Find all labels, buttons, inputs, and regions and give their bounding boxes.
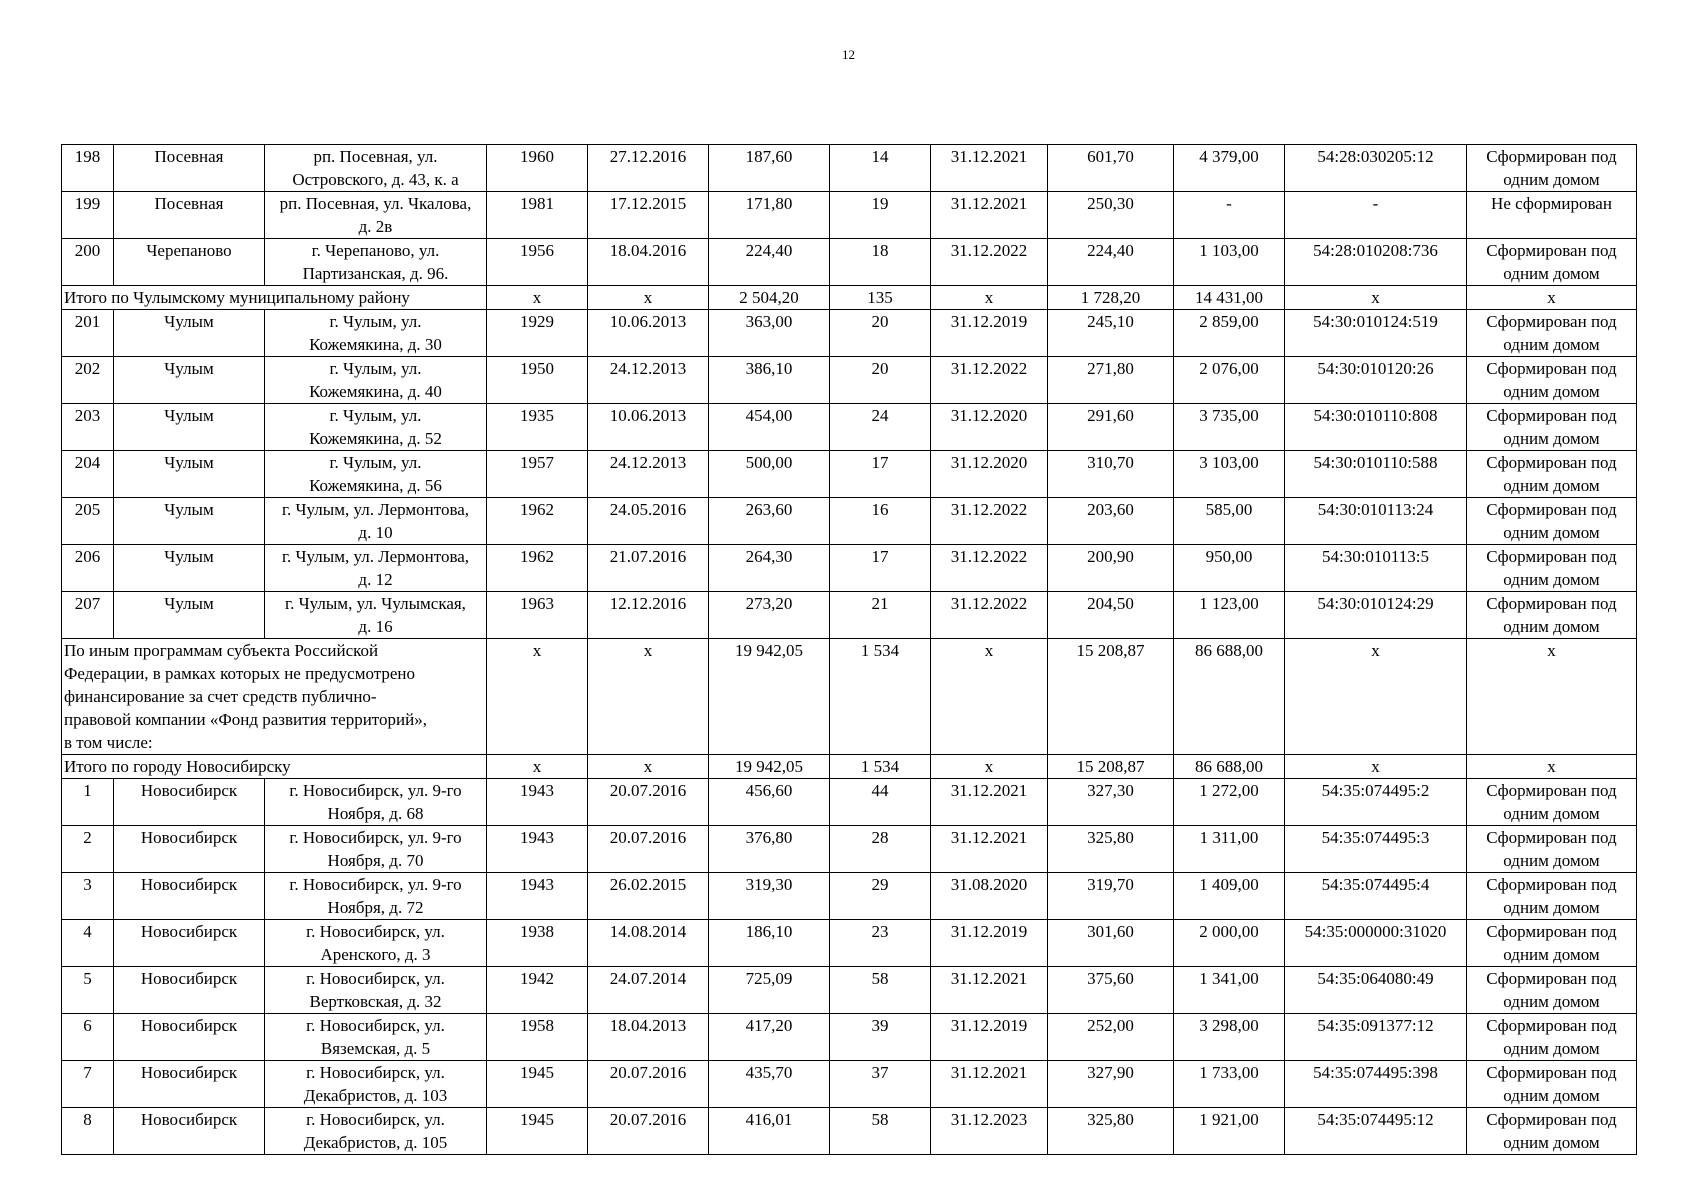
- cell-area: 19 942,05: [709, 639, 830, 755]
- cell-no: 3: [62, 873, 114, 920]
- cell-area: 363,00: [709, 310, 830, 357]
- cell-people: 18: [830, 239, 931, 286]
- table-row: [62, 967, 1637, 1014]
- cell-cadastre: 54:28:030205:12: [1285, 145, 1467, 192]
- cell-date: х: [588, 639, 709, 755]
- cell-city: Новосибирск: [114, 1061, 265, 1108]
- cell-status: х: [1467, 639, 1637, 755]
- cell-people: 29: [830, 873, 931, 920]
- cell-land: 585,00: [1174, 498, 1285, 545]
- cell-address: г. Новосибирск, ул. Аренского, д. 3: [265, 920, 487, 967]
- cell-area: 264,30: [709, 545, 830, 592]
- cell-area: 386,10: [709, 357, 830, 404]
- cell-land: 950,00: [1174, 545, 1285, 592]
- cell-status: Сформирован под одним домом: [1467, 498, 1637, 545]
- cell-cadastre: 54:35:000000:31020: [1285, 920, 1467, 967]
- cell-area: 376,80: [709, 826, 830, 873]
- cell-date: 21.07.2016: [588, 545, 709, 592]
- cell-cadastre: 54:30:010113:24: [1285, 498, 1467, 545]
- cell-area: 500,00: [709, 451, 830, 498]
- cell-year: 1942: [487, 967, 588, 1014]
- cell-plan: 31.12.2022: [931, 357, 1048, 404]
- cell-plan: 31.12.2022: [931, 239, 1048, 286]
- cell-date: 17.12.2015: [588, 192, 709, 239]
- cell-area2: 271,80: [1048, 357, 1174, 404]
- cell-no: 8: [62, 1108, 114, 1155]
- cell-cadastre: 54:28:010208:736: [1285, 239, 1467, 286]
- cell-plan: 31.12.2022: [931, 498, 1048, 545]
- cell-people: 20: [830, 357, 931, 404]
- cell-status: Сформирован под одним домом: [1467, 1108, 1637, 1155]
- cell-cadastre: 54:30:010124:29: [1285, 592, 1467, 639]
- cell-plan: 31.12.2022: [931, 592, 1048, 639]
- cell-area: 2 504,20: [709, 286, 830, 310]
- cell-address: г. Новосибирск, ул. Декабристов, д. 105: [265, 1108, 487, 1155]
- cell-people: 19: [830, 192, 931, 239]
- cell-city: Новосибирск: [114, 1108, 265, 1155]
- cell-no: 5: [62, 967, 114, 1014]
- cell-area2: 15 208,87: [1048, 755, 1174, 779]
- cell-year: 1981: [487, 192, 588, 239]
- cell-date: 12.12.2016: [588, 592, 709, 639]
- cell-no: 1: [62, 779, 114, 826]
- cell-date: 24.07.2014: [588, 967, 709, 1014]
- cell-date: 20.07.2016: [588, 1108, 709, 1155]
- cell-area: 456,60: [709, 779, 830, 826]
- cell-area2: 327,90: [1048, 1061, 1174, 1108]
- table-row: [62, 779, 1637, 826]
- cell-people: 20: [830, 310, 931, 357]
- cell-people: 14: [830, 145, 931, 192]
- cell-cadastre: 54:30:010110:808: [1285, 404, 1467, 451]
- cell-address: г. Чулым, ул. Лермонтова, д. 12: [265, 545, 487, 592]
- cell-year: 1962: [487, 545, 588, 592]
- cell-people: 135: [830, 286, 931, 310]
- cell-land: 4 379,00: [1174, 145, 1285, 192]
- cell-status: Сформирован под одним домом: [1467, 779, 1637, 826]
- cell-address: г. Новосибирск, ул. Декабристов, д. 103: [265, 1061, 487, 1108]
- table-row: [62, 404, 1637, 451]
- cell-year: 1962: [487, 498, 588, 545]
- cell-address: рп. Посевная, ул. Островского, д. 43, к. а: [265, 145, 487, 192]
- cell-area2: 601,70: [1048, 145, 1174, 192]
- table-row: [62, 873, 1637, 920]
- total-label: Итого по Чулымскому муниципальному району: [62, 286, 487, 310]
- table-row: [62, 451, 1637, 498]
- cell-date: 20.07.2016: [588, 1061, 709, 1108]
- cell-land: 14 431,00: [1174, 286, 1285, 310]
- cell-land: 1 103,00: [1174, 239, 1285, 286]
- cell-people: 16: [830, 498, 931, 545]
- cell-date: 24.05.2016: [588, 498, 709, 545]
- cell-address: г. Чулым, ул. Кожемякина, д. 56: [265, 451, 487, 498]
- cell-land: 3 735,00: [1174, 404, 1285, 451]
- cell-area2: 224,40: [1048, 239, 1174, 286]
- cell-area: 725,09: [709, 967, 830, 1014]
- cell-date: 20.07.2016: [588, 826, 709, 873]
- cell-no: 198: [62, 145, 114, 192]
- cell-plan: х: [931, 639, 1048, 755]
- table-row: [62, 592, 1637, 639]
- cell-status: х: [1467, 755, 1637, 779]
- total-label: Итого по городу Новосибирску: [62, 755, 487, 779]
- cell-area2: 203,60: [1048, 498, 1174, 545]
- cell-year: х: [487, 639, 588, 755]
- cell-area2: 375,60: [1048, 967, 1174, 1014]
- cell-land: 1 311,00: [1174, 826, 1285, 873]
- cell-date: 10.06.2013: [588, 404, 709, 451]
- table-row: [62, 239, 1637, 286]
- cell-land: 86 688,00: [1174, 639, 1285, 755]
- cell-people: 17: [830, 451, 931, 498]
- cell-land: 2 859,00: [1174, 310, 1285, 357]
- cell-area2: 200,90: [1048, 545, 1174, 592]
- cell-year: х: [487, 755, 588, 779]
- cell-no: 200: [62, 239, 114, 286]
- cell-area2: 325,80: [1048, 826, 1174, 873]
- cell-city: Новосибирск: [114, 967, 265, 1014]
- cell-land: 1 341,00: [1174, 967, 1285, 1014]
- cell-land: 1 123,00: [1174, 592, 1285, 639]
- table-row: [62, 545, 1637, 592]
- cell-plan: 31.08.2020: [931, 873, 1048, 920]
- cell-year: 1945: [487, 1061, 588, 1108]
- cell-no: 204: [62, 451, 114, 498]
- cell-city: Новосибирск: [114, 826, 265, 873]
- cell-city: Чулым: [114, 498, 265, 545]
- cell-city: Новосибирск: [114, 1014, 265, 1061]
- cell-area2: 310,70: [1048, 451, 1174, 498]
- cell-cadastre: 54:35:091377:12: [1285, 1014, 1467, 1061]
- cell-area2: 325,80: [1048, 1108, 1174, 1155]
- cell-year: 1956: [487, 239, 588, 286]
- cell-no: 201: [62, 310, 114, 357]
- cell-area2: 15 208,87: [1048, 639, 1174, 755]
- cell-no: 4: [62, 920, 114, 967]
- cell-year: 1945: [487, 1108, 588, 1155]
- cell-date: х: [588, 755, 709, 779]
- cell-date: 26.02.2015: [588, 873, 709, 920]
- cell-cadastre: 54:35:074495:3: [1285, 826, 1467, 873]
- cell-people: 1 534: [830, 755, 931, 779]
- cell-city: Чулым: [114, 545, 265, 592]
- cell-area: 263,60: [709, 498, 830, 545]
- cell-year: 1957: [487, 451, 588, 498]
- cell-city: Чулым: [114, 592, 265, 639]
- cell-land: 86 688,00: [1174, 755, 1285, 779]
- cell-people: 58: [830, 967, 931, 1014]
- cell-land: 3 298,00: [1174, 1014, 1285, 1061]
- cell-address: рп. Посевная, ул. Чкалова, д. 2в: [265, 192, 487, 239]
- cell-cadastre: 54:35:064080:49: [1285, 967, 1467, 1014]
- cell-plan: х: [931, 755, 1048, 779]
- cell-status: Сформирован под одним домом: [1467, 826, 1637, 873]
- cell-area2: 250,30: [1048, 192, 1174, 239]
- cell-status: Не сформирован: [1467, 192, 1637, 239]
- cell-land: 1 733,00: [1174, 1061, 1285, 1108]
- cell-address: г. Новосибирск, ул. 9-го Ноября, д. 72: [265, 873, 487, 920]
- cell-area: 416,01: [709, 1108, 830, 1155]
- cell-address: г. Чулым, ул. Кожемякина, д. 52: [265, 404, 487, 451]
- cell-cadastre: х: [1285, 639, 1467, 755]
- cell-plan: 31.12.2021: [931, 192, 1048, 239]
- cell-city: Чулым: [114, 357, 265, 404]
- table-row: [62, 920, 1637, 967]
- cell-cadastre: -: [1285, 192, 1467, 239]
- cell-address: г. Новосибирск, ул. 9-го Ноября, д. 70: [265, 826, 487, 873]
- cell-land: 3 103,00: [1174, 451, 1285, 498]
- cell-land: 1 921,00: [1174, 1108, 1285, 1155]
- cell-city: Черепаново: [114, 239, 265, 286]
- cell-area: 417,20: [709, 1014, 830, 1061]
- cell-cadastre: 54:35:074495:12: [1285, 1108, 1467, 1155]
- cell-status: Сформирован под одним домом: [1467, 145, 1637, 192]
- cell-cadastre: 54:30:010120:26: [1285, 357, 1467, 404]
- cell-people: 58: [830, 1108, 931, 1155]
- cell-people: 23: [830, 920, 931, 967]
- housing-table: [61, 144, 1637, 1155]
- cell-address: г. Чулым, ул. Чулымская, д. 16: [265, 592, 487, 639]
- cell-date: 18.04.2016: [588, 239, 709, 286]
- cell-city: Посевная: [114, 145, 265, 192]
- cell-area2: 252,00: [1048, 1014, 1174, 1061]
- cell-address: г. Новосибирск, ул. 9-го Ноября, д. 68: [265, 779, 487, 826]
- cell-year: 1943: [487, 873, 588, 920]
- cell-area: 171,80: [709, 192, 830, 239]
- table-row: [62, 310, 1637, 357]
- cell-cadastre: 54:35:074495:2: [1285, 779, 1467, 826]
- cell-status: Сформирован под одним домом: [1467, 873, 1637, 920]
- cell-city: Чулым: [114, 404, 265, 451]
- cell-address: г. Чулым, ул. Кожемякина, д. 30: [265, 310, 487, 357]
- cell-year: х: [487, 286, 588, 310]
- table-row: [62, 826, 1637, 873]
- cell-year: 1929: [487, 310, 588, 357]
- cell-date: 24.12.2013: [588, 357, 709, 404]
- table-row: [62, 192, 1637, 239]
- cell-status: Сформирован под одним домом: [1467, 545, 1637, 592]
- cell-date: 20.07.2016: [588, 779, 709, 826]
- cell-plan: 31.12.2019: [931, 310, 1048, 357]
- cell-cadastre: х: [1285, 286, 1467, 310]
- cell-year: 1943: [487, 779, 588, 826]
- total-label: По иным программам субъекта Российской Федерации, в рамках которых не предусмотрено финансирование за счет средств публично- правовой компании «Фонд развития территорий», в том числе:: [62, 639, 487, 755]
- cell-area: 224,40: [709, 239, 830, 286]
- cell-area: 186,10: [709, 920, 830, 967]
- cell-plan: 31.12.2020: [931, 404, 1048, 451]
- cell-year: 1960: [487, 145, 588, 192]
- cell-no: 2: [62, 826, 114, 873]
- cell-people: 1 534: [830, 639, 931, 755]
- table-row: [62, 1108, 1637, 1155]
- cell-address: г. Новосибирск, ул. Вертковская, д. 32: [265, 967, 487, 1014]
- cell-area: 19 942,05: [709, 755, 830, 779]
- cell-city: Посевная: [114, 192, 265, 239]
- cell-area2: 301,60: [1048, 920, 1174, 967]
- cell-plan: 31.12.2020: [931, 451, 1048, 498]
- cell-people: 21: [830, 592, 931, 639]
- cell-area2: 291,60: [1048, 404, 1174, 451]
- cell-plan: 31.12.2021: [931, 1061, 1048, 1108]
- cell-plan: 31.12.2021: [931, 145, 1048, 192]
- cell-plan: 31.12.2019: [931, 920, 1048, 967]
- cell-area2: 327,30: [1048, 779, 1174, 826]
- total-row: [62, 286, 1637, 310]
- cell-status: Сформирован под одним домом: [1467, 357, 1637, 404]
- cell-land: 1 409,00: [1174, 873, 1285, 920]
- cell-area: 319,30: [709, 873, 830, 920]
- cell-city: Чулым: [114, 310, 265, 357]
- cell-no: 207: [62, 592, 114, 639]
- cell-land: 2 000,00: [1174, 920, 1285, 967]
- cell-address: г. Черепаново, ул. Партизанская, д. 96.: [265, 239, 487, 286]
- cell-cadastre: х: [1285, 755, 1467, 779]
- cell-cadastre: 54:30:010110:588: [1285, 451, 1467, 498]
- cell-people: 28: [830, 826, 931, 873]
- cell-plan: 31.12.2021: [931, 967, 1048, 1014]
- cell-area: 454,00: [709, 404, 830, 451]
- total-row: [62, 639, 1637, 755]
- cell-area: 187,60: [709, 145, 830, 192]
- cell-no: 199: [62, 192, 114, 239]
- cell-plan: 31.12.2022: [931, 545, 1048, 592]
- cell-status: Сформирован под одним домом: [1467, 404, 1637, 451]
- cell-year: 1963: [487, 592, 588, 639]
- cell-cadastre: 54:35:074495:398: [1285, 1061, 1467, 1108]
- cell-year: 1943: [487, 826, 588, 873]
- cell-no: 206: [62, 545, 114, 592]
- cell-people: 44: [830, 779, 931, 826]
- cell-year: 1950: [487, 357, 588, 404]
- cell-plan: 31.12.2019: [931, 1014, 1048, 1061]
- cell-status: х: [1467, 286, 1637, 310]
- cell-land: 2 076,00: [1174, 357, 1285, 404]
- cell-area2: 245,10: [1048, 310, 1174, 357]
- cell-date: 27.12.2016: [588, 145, 709, 192]
- cell-no: 205: [62, 498, 114, 545]
- cell-city: Новосибирск: [114, 779, 265, 826]
- cell-date: 24.12.2013: [588, 451, 709, 498]
- cell-date: 18.04.2013: [588, 1014, 709, 1061]
- page-number: 12: [842, 47, 855, 62]
- cell-city: Новосибирск: [114, 873, 265, 920]
- total-row: [62, 755, 1637, 779]
- cell-status: Сформирован под одним домом: [1467, 451, 1637, 498]
- cell-city: Чулым: [114, 451, 265, 498]
- cell-land: -: [1174, 192, 1285, 239]
- table-row: [62, 1014, 1637, 1061]
- cell-status: Сформирован под одним домом: [1467, 310, 1637, 357]
- cell-status: Сформирован под одним домом: [1467, 1061, 1637, 1108]
- cell-year: 1938: [487, 920, 588, 967]
- cell-city: Новосибирск: [114, 920, 265, 967]
- cell-date: 14.08.2014: [588, 920, 709, 967]
- cell-plan: 31.12.2021: [931, 826, 1048, 873]
- cell-area: 273,20: [709, 592, 830, 639]
- cell-area: 435,70: [709, 1061, 830, 1108]
- cell-area2: 1 728,20: [1048, 286, 1174, 310]
- table-row: [62, 357, 1637, 404]
- cell-status: Сформирован под одним домом: [1467, 920, 1637, 967]
- cell-date: 10.06.2013: [588, 310, 709, 357]
- cell-no: 203: [62, 404, 114, 451]
- cell-no: 202: [62, 357, 114, 404]
- cell-people: 39: [830, 1014, 931, 1061]
- cell-status: Сформирован под одним домом: [1467, 239, 1637, 286]
- cell-address: г. Чулым, ул. Кожемякина, д. 40: [265, 357, 487, 404]
- cell-people: 17: [830, 545, 931, 592]
- table-row: [62, 1061, 1637, 1108]
- table-row: [62, 145, 1637, 192]
- cell-area2: 204,50: [1048, 592, 1174, 639]
- cell-no: 7: [62, 1061, 114, 1108]
- cell-address: г. Новосибирск, ул. Вяземская, д. 5: [265, 1014, 487, 1061]
- cell-plan: 31.12.2023: [931, 1108, 1048, 1155]
- cell-no: 6: [62, 1014, 114, 1061]
- cell-people: 37: [830, 1061, 931, 1108]
- cell-plan: 31.12.2021: [931, 779, 1048, 826]
- cell-plan: х: [931, 286, 1048, 310]
- cell-date: х: [588, 286, 709, 310]
- cell-land: 1 272,00: [1174, 779, 1285, 826]
- table-row: [62, 498, 1637, 545]
- cell-people: 24: [830, 404, 931, 451]
- cell-status: Сформирован под одним домом: [1467, 967, 1637, 1014]
- cell-cadastre: 54:35:074495:4: [1285, 873, 1467, 920]
- cell-cadastre: 54:30:010124:519: [1285, 310, 1467, 357]
- cell-year: 1935: [487, 404, 588, 451]
- cell-cadastre: 54:30:010113:5: [1285, 545, 1467, 592]
- cell-area2: 319,70: [1048, 873, 1174, 920]
- cell-status: Сформирован под одним домом: [1467, 592, 1637, 639]
- cell-year: 1958: [487, 1014, 588, 1061]
- cell-status: Сформирован под одним домом: [1467, 1014, 1637, 1061]
- cell-address: г. Чулым, ул. Лермонтова, д. 10: [265, 498, 487, 545]
